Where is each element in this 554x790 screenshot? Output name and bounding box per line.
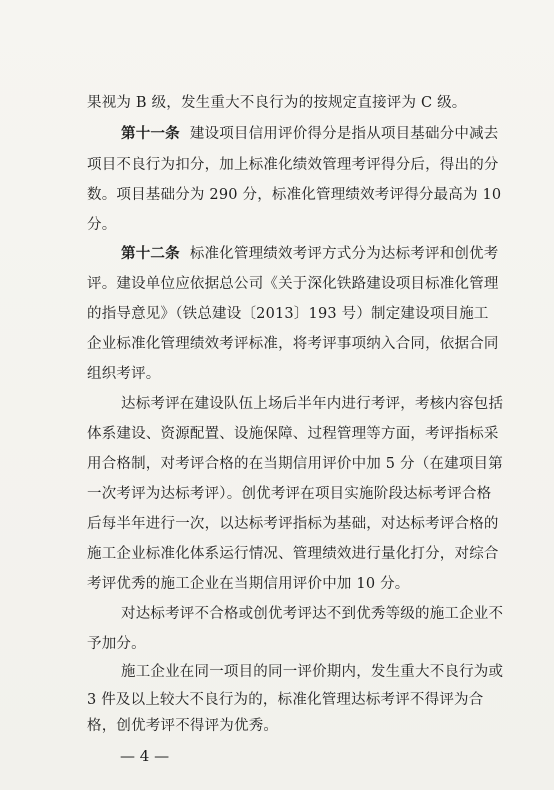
text-line: 数。项目基础分为 290 分，标准化管理绩效考评得分最高为 10 (87, 187, 502, 203)
text-line: 评。建设单位应依据总公司《关于深化铁路建设项目标准化管理 (87, 276, 499, 292)
text-line: 予加分。 (87, 636, 146, 652)
text-line: 格，创优考评不得评为优秀。 (87, 718, 279, 734)
text-line: 后每半年进行一次，以达标考评指标为基础，对达标考评合格的 (87, 516, 499, 532)
text-line: 果视为 B 级，发生重大不良行为的按规定直接评为 C 级。 (87, 95, 467, 111)
text-line: 的指导意见》（铁总建设〔2013〕193 号）制定建设项目施工 (87, 306, 489, 322)
text-line: 体系建设、资源配置、设施保障、过程管理等方面，考评指标采 (87, 426, 499, 442)
text-line: 施工企业在同一项目的同一评价期内，发生重大不良行为或 (121, 664, 504, 680)
text-line: 分。 (87, 217, 117, 233)
text-line: 组织考评。 (87, 366, 161, 382)
text-line: 3 件及以上较大不良行为的，标准化管理达标考评不得评为合 (87, 692, 484, 708)
text-line: 一次考评为达标考评）。创优考评在项目实施阶段达标考评合格 (87, 486, 492, 502)
article-12-heading: 第十二条 (121, 245, 180, 262)
page-number: — 4 — (120, 747, 170, 765)
text-line: 考评优秀的施工企业在当期信用评价中加 10 分。 (87, 576, 410, 592)
article-12-line: 第十二条 标准化管理绩效考评方式分为达标考评和创优考 (121, 245, 499, 262)
text-line: 达标考评在建设队伍上场后半年内进行考评，考核内容包括 (121, 396, 504, 412)
article-11-heading: 第十一条 (121, 125, 180, 142)
article-11-line: 第十一条 建设项目信用评价得分是指从项目基础分中减去 (121, 125, 499, 142)
text-line: 施工企业标准化体系运行情况、管理绩效进行量化打分，对综合 (87, 546, 499, 562)
text-line: 用合格制，对考评合格的在当期信用评价中加 5 分（在建项目第 (87, 456, 503, 472)
text-line: 企业标准化管理绩效考评标准，将考评事项纳入合同，依据合同 (87, 336, 499, 352)
text-line: 项目不良行为扣分，加上标准化绩效管理考评得分后，得出的分 (87, 157, 499, 173)
text-line: 对达标考评不合格或创优考评达不到优秀等级的施工企业不 (121, 606, 504, 622)
